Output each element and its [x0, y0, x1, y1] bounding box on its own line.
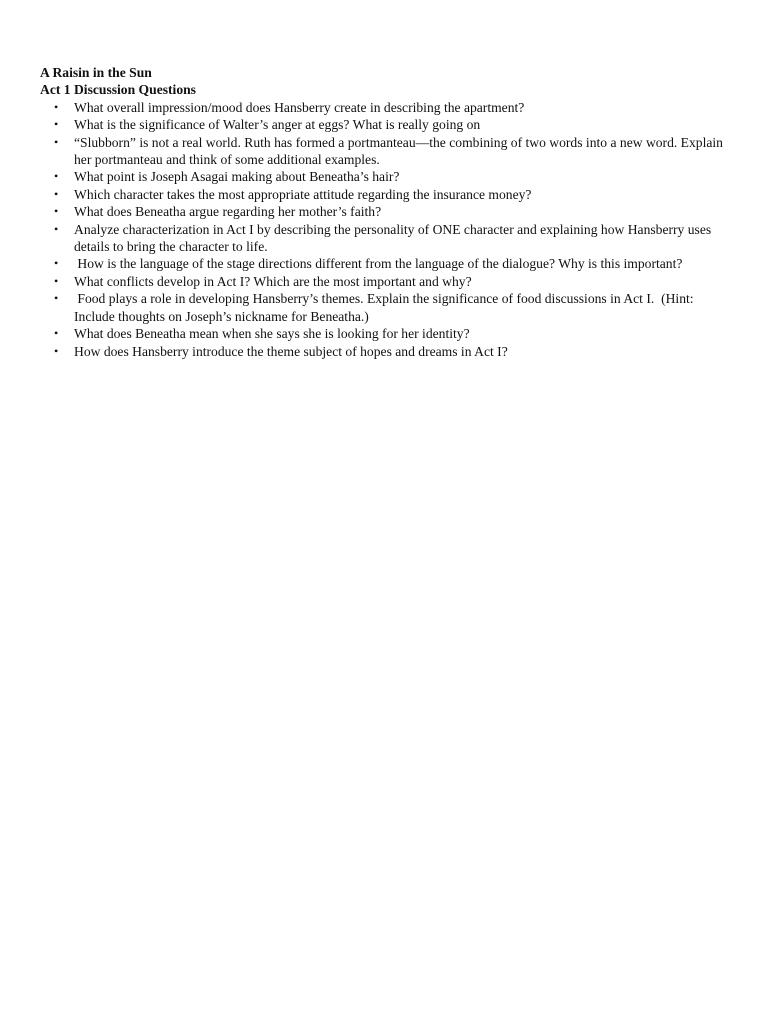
- bullet-icon: •: [54, 291, 59, 306]
- bullet-icon: •: [54, 256, 59, 271]
- bullet-icon: •: [54, 326, 59, 341]
- bullet-icon: •: [54, 273, 59, 288]
- question-text: What does Beneatha argue regarding her mother’s faith?: [74, 204, 382, 220]
- question-text: Which character takes the most appropriate attitude regarding the insurance money?: [74, 186, 532, 202]
- bullet-icon: •: [54, 117, 59, 132]
- question-text: What point is Joseph Asagai making about Beneatha’s hair?: [74, 169, 400, 185]
- bullet-icon: •: [54, 204, 59, 219]
- bullet-icon: •: [54, 169, 59, 184]
- question-item: [40, 203, 730, 220]
- question-list: [40, 99, 730, 360]
- question-item: [40, 134, 730, 169]
- question-item: [40, 290, 730, 325]
- question-item: [40, 325, 730, 342]
- question-item: [40, 343, 730, 360]
- document-subtitle: Act 1 Discussion Questions: [40, 82, 196, 98]
- bullet-icon: •: [54, 134, 59, 149]
- question-text: What does Beneatha mean when she says she is looking for her identity?: [74, 326, 470, 342]
- question-item: [40, 168, 730, 185]
- question-text: “Slubborn” is not a real world. Ruth has formed a portmanteau—the combining of two words into a new word. Explain her portmanteau and think of some additional examples.: [74, 134, 727, 168]
- question-item: [40, 116, 730, 133]
- bullet-icon: •: [54, 186, 59, 201]
- document-title: A Raisin in the Sun: [40, 65, 152, 80]
- question-item: [40, 273, 730, 290]
- question-text: Analyze characterization in Act I by describing the personality of ONE character and explaining how Hansberry uses details to bring the character to life.: [74, 221, 715, 255]
- document-content: [40, 64, 730, 360]
- question-text: How does Hansberry introduce the theme subject of hopes and dreams in Act I?: [74, 343, 508, 359]
- question-text: What overall impression/mood does Hansberry create in describing the apartment?: [74, 99, 525, 115]
- bullet-icon: •: [54, 221, 59, 236]
- question-text: How is the language of the stage directions different from the language of the dialogue? Why is this important?: [74, 256, 683, 272]
- question-item: [40, 186, 730, 203]
- question-item: [40, 255, 730, 272]
- question-text: What is the significance of Walter’s anger at eggs? What is really going on: [74, 117, 481, 133]
- bullet-icon: •: [54, 99, 59, 114]
- question-item: [40, 221, 730, 256]
- question-text: Food plays a role in developing Hansberry’s themes. Explain the significance of food discussions in Act I. (Hint: Include thoughts on Joseph’s nickname for Beneatha.): [74, 291, 697, 324]
- bullet-icon: •: [54, 343, 59, 358]
- question-text: What conflicts develop in Act I? Which are the most important and why?: [74, 273, 472, 289]
- question-item: [40, 99, 730, 116]
